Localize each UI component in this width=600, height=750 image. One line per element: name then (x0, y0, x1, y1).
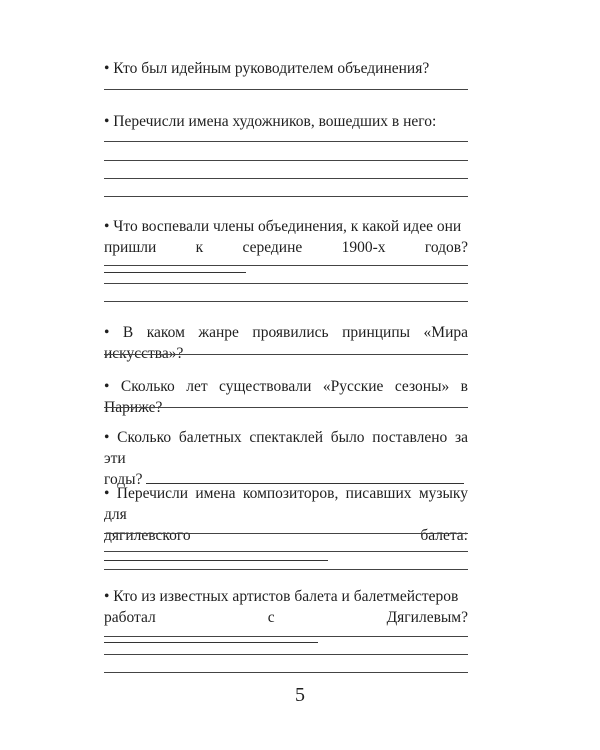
question-text: • В каком жанре проявились принципы «Мира искусства»? (104, 324, 468, 362)
answer-inline-line[interactable] (104, 271, 246, 273)
question-genre-principles (104, 322, 468, 364)
question-text-line1: • Сколько балетных спектаклей было поставлено за эти (104, 429, 468, 467)
answer-line[interactable] (104, 178, 468, 179)
answer-line[interactable] (104, 551, 468, 552)
answer-line[interactable] (104, 407, 468, 408)
answer-line[interactable] (104, 265, 468, 266)
question-text-line2: работал с Дягилевым? (104, 609, 468, 626)
answer-line[interactable] (104, 636, 468, 637)
question-text-line1: • Что воспевали члены объединения, к какой идее они (104, 218, 462, 235)
question-ballet-artists (104, 586, 468, 649)
question-text-line1: • Перечисли имена композиторов, писавших музыку для (104, 485, 468, 523)
question-composers (104, 483, 468, 567)
question-ballet-count (104, 427, 468, 490)
question-text: • Перечисли имена художников, вошедших в него: (104, 113, 437, 130)
answer-line[interactable] (104, 569, 468, 570)
answer-inline-line[interactable] (104, 559, 328, 561)
answer-line[interactable] (104, 141, 468, 142)
question-artists-names (104, 111, 468, 132)
question-text-line1: • Кто из известных артистов балета и балетмейстеров (104, 588, 459, 605)
question-text-line2: дягилевского балета: (104, 527, 468, 544)
question-ideological-leader (104, 58, 468, 79)
answer-line[interactable] (104, 672, 468, 673)
answer-line[interactable] (104, 283, 468, 284)
answer-line[interactable] (104, 354, 468, 355)
question-text-line2: пришли к середине 1900-х годов? (104, 239, 468, 256)
answer-line[interactable] (104, 533, 468, 534)
question-members-idea (104, 216, 468, 279)
answer-line[interactable] (104, 301, 468, 302)
answer-line[interactable] (104, 654, 468, 655)
question-text: • Сколько лет существовали «Русские сезоны» в Париже? (104, 378, 468, 416)
answer-line[interactable] (104, 196, 468, 197)
question-text: • Кто был идейным руководителем объединения? (104, 60, 430, 77)
question-text-line2: годы? (104, 471, 143, 488)
answer-inline-line[interactable] (104, 641, 318, 643)
answer-line[interactable] (104, 89, 468, 90)
question-russian-seasons-years (104, 376, 468, 418)
page-number: 5 (295, 684, 305, 706)
answer-line[interactable] (104, 160, 468, 161)
